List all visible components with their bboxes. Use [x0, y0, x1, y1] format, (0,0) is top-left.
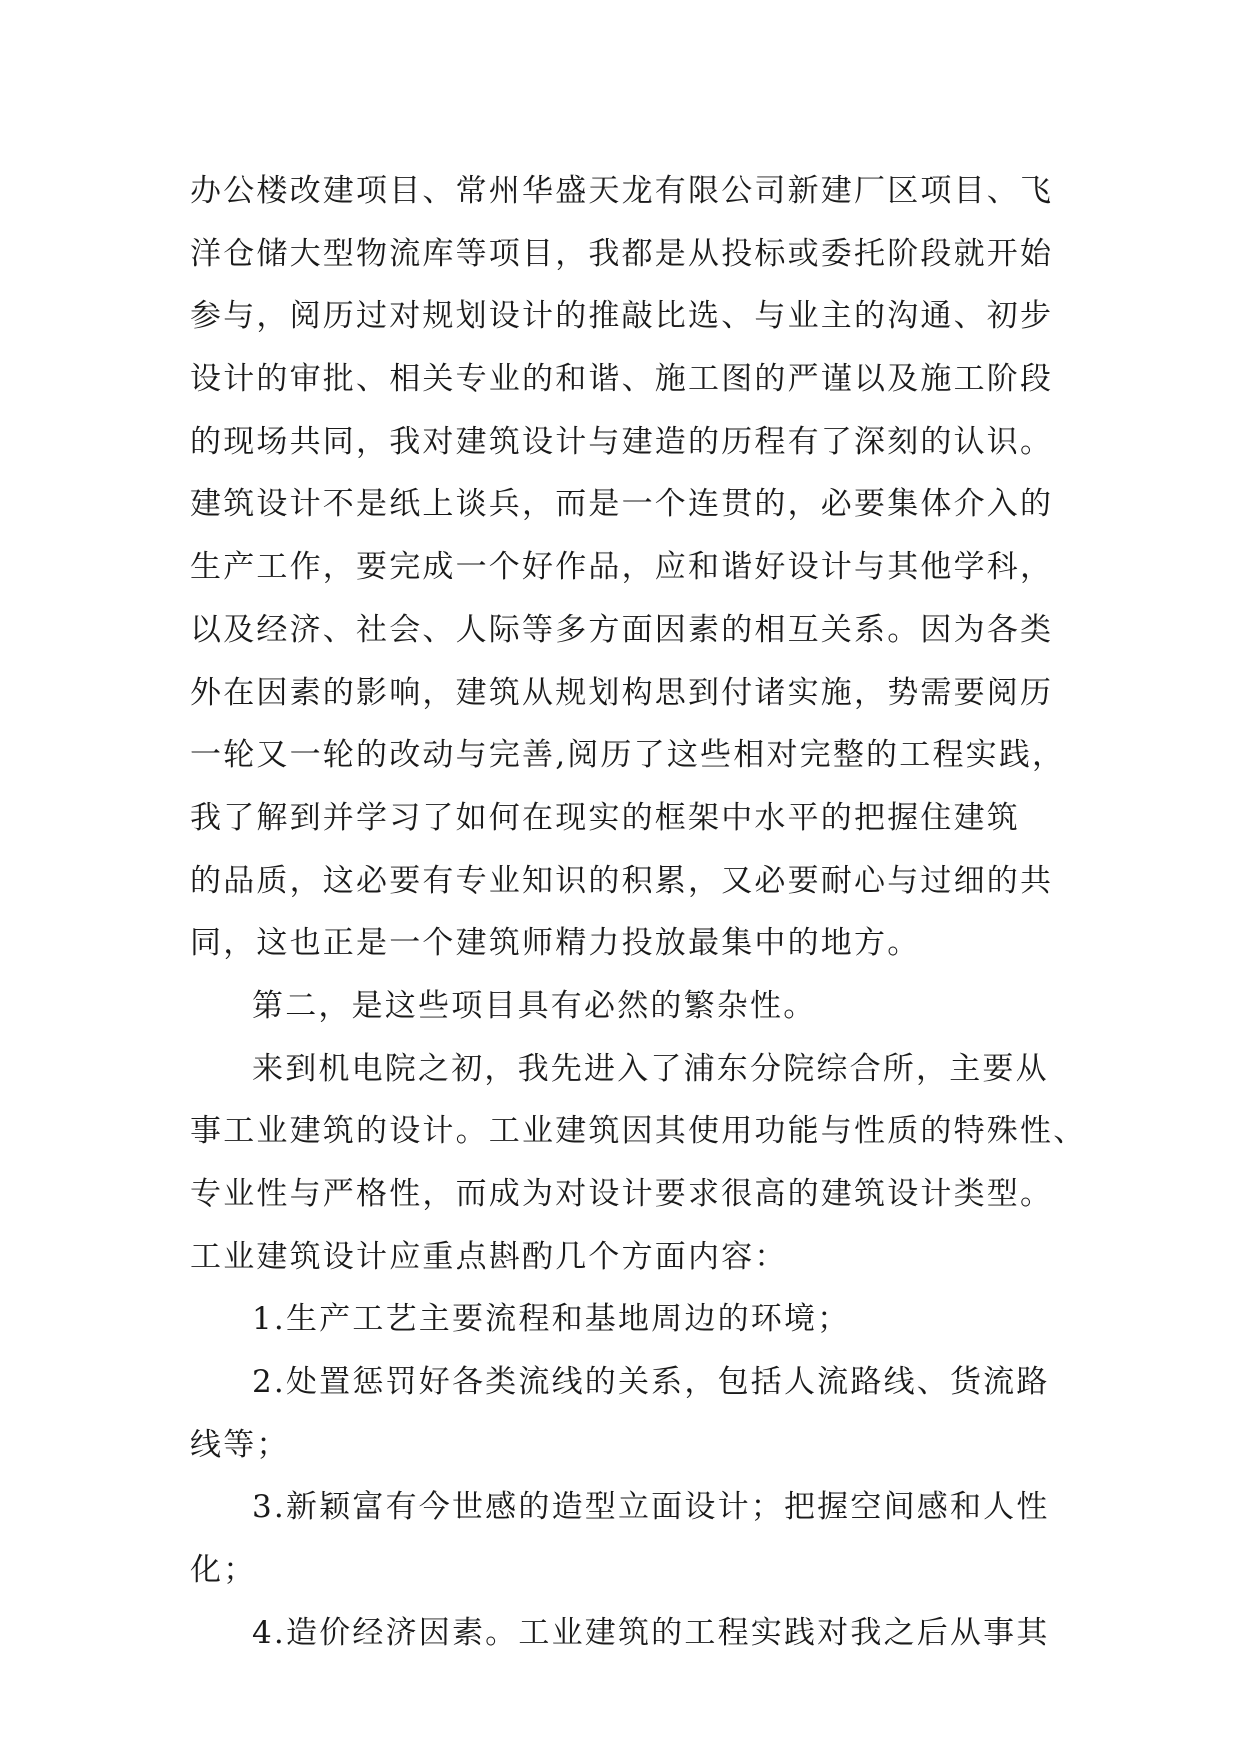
text-line: 建筑设计不是纸上谈兵，而是一个连贯的，必要集体介入的 — [190, 486, 1054, 523]
text-line: 生产工作，要完成一个好作品，应和谐好设计与其他学科， — [190, 549, 1054, 586]
text-line: 化； — [190, 1552, 257, 1589]
text-line: 办公楼改建项目、常州华盛天龙有限公司新建厂区项目、飞 — [190, 173, 1054, 209]
paragraph-start-line: 来到机电院之初，我先进入了浦东分院综合所，主要从 — [252, 1050, 1049, 1087]
list-item-line: 2.处置惩罚好各类流线的关系，包括人流路线、货流路 — [252, 1364, 1050, 1401]
text-line: 的品质，这必要有专业知识的积累，又必要耐心与过细的共 — [190, 862, 1054, 899]
text-line: 外在因素的影响，建筑从规划构思到付诸实施，势需要阅历 — [190, 674, 1054, 711]
text-line: 的现场共同，我对建筑设计与建造的历程有了深刻的认识。 — [190, 423, 1054, 460]
list-item-line: 3.新颖富有今世感的造型立面设计；把握空间感和人性 — [252, 1489, 1050, 1526]
list-item-line: 1.生产工艺主要流程和基地周边的环境； — [252, 1301, 851, 1338]
text-line: 我了解到并学习了如何在现实的框架中水平的把握住建筑 — [190, 799, 1020, 836]
body-text — [190, 160, 1087, 1665]
text-line: 同，这也正是一个建筑师精力投放最集中的地方。 — [190, 925, 921, 962]
text-line: 洋仓储大型物流库等项目，我都是从投标或委托阶段就开始 — [190, 235, 1054, 272]
list-item-line: 4.造价经济因素。工业建筑的工程实践对我之后从事其 — [252, 1614, 1050, 1651]
text-line: 以及经济、社会、人际等多方面因素的相互关系。因为各类 — [190, 611, 1054, 648]
paragraph-start-line: 第二，是这些项目具有必然的繁杂性。 — [252, 987, 817, 1024]
text-line: 线等； — [190, 1426, 290, 1463]
text-line: 事工业建筑的设计。工业建筑因其使用功能与性质的特殊性、 — [190, 1113, 1087, 1150]
text-line: 参与，阅历过对规划设计的推敲比选、与业主的沟通、初步 — [190, 298, 1054, 335]
text-line: 设计的审批、相关专业的和谐、施工图的严谨以及施工阶段 — [190, 361, 1054, 398]
text-line: 工业建筑设计应重点斟酌几个方面内容： — [190, 1238, 788, 1275]
text-line: 一轮又一轮的改动与完善,阅历了这些相对完整的工程实践， — [190, 737, 1066, 774]
text-line: 专业性与严格性，而成为对设计要求很高的建筑设计类型。 — [190, 1176, 1054, 1212]
